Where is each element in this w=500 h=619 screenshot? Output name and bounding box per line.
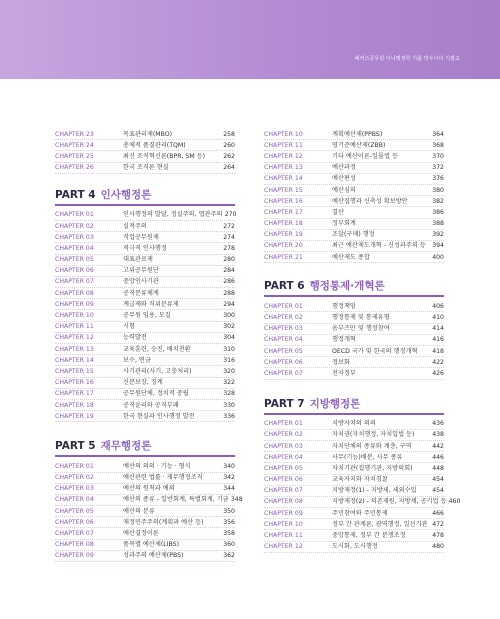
page-number: 262	[223, 152, 235, 160]
chapter-title: 품목별 예산제(LIBS)	[123, 541, 179, 549]
page-number: 422	[432, 358, 444, 366]
chapter-title: 자치기관(집행기관, 지방의회)	[332, 464, 413, 472]
page-number: 392	[432, 231, 444, 239]
chapter-title: 영기준예산제(ZBB)	[332, 141, 386, 149]
chapter-title: 고위공무원단	[123, 267, 159, 275]
toc-entry	[55, 322, 235, 333]
chapter-title: 행정책임	[332, 302, 356, 310]
chapter-title: 인사행정의 발달, 정실주의, 엽관주의	[123, 211, 223, 219]
chapter-number: CHAPTER 11	[55, 323, 94, 331]
page-number: 436	[432, 420, 444, 428]
page-number: 280	[223, 256, 235, 264]
chapter-number: CHAPTER 10	[264, 130, 303, 138]
chapter-title: 재정민주주의(계획과 예산 등)	[123, 518, 204, 526]
toc-entry	[55, 366, 235, 377]
chapter-number: CHAPTER 06	[55, 518, 94, 526]
chapter-title: 정부회계	[332, 220, 356, 228]
chapter-number: CHAPTER 08	[55, 541, 94, 549]
toc-group-part5	[55, 461, 243, 562]
chapter-title: 예산제도 종합	[332, 253, 370, 261]
chapter-number: CHAPTER 10	[55, 312, 94, 320]
page-number: 340	[223, 462, 235, 470]
page-number: 342	[223, 474, 235, 482]
chapter-number: CHAPTER 03	[55, 485, 94, 493]
page-number: 472	[432, 520, 444, 528]
chapter-title: 기타 예산이론-일몰법 등	[332, 152, 398, 160]
page-number: 272	[223, 222, 235, 230]
chapter-title: 예산의 의의 · 기능 · 형식	[123, 462, 191, 470]
chapter-number: CHAPTER 09	[55, 552, 94, 560]
toc-entry	[264, 140, 444, 151]
chapter-title: 최신 조직혁신론(BPR, SM 등)	[123, 152, 206, 160]
toc-left-column	[55, 129, 243, 562]
chapter-number: CHAPTER 19	[55, 412, 94, 420]
page-number: 426	[432, 369, 444, 377]
toc-entry	[264, 174, 444, 185]
chapter-number: CHAPTER 05	[55, 256, 94, 264]
chapter-number: CHAPTER 19	[264, 231, 303, 239]
page-number: 316	[223, 356, 235, 364]
toc-entry	[264, 185, 444, 196]
chapter-number: CHAPTER 13	[55, 345, 94, 353]
chapter-title: 성과주의 예산제(PBS)	[123, 552, 184, 560]
page-number: 284	[223, 267, 235, 275]
toc-entry	[264, 196, 444, 207]
chapter-title: 조달(구매) 행정	[332, 231, 375, 239]
part-heading-6	[264, 278, 444, 297]
page-number: 454	[432, 476, 444, 484]
page-number: 344	[223, 485, 235, 493]
chapter-number: CHAPTER 12	[264, 543, 303, 551]
chapter-title: 예산의 원칙과 예외	[123, 485, 175, 493]
toc-entry	[264, 252, 444, 263]
page-number: 356	[223, 518, 235, 526]
toc-group-top-left	[55, 129, 235, 174]
part-heading-5	[55, 438, 235, 457]
page-number: 414	[432, 325, 444, 333]
toc-entry	[264, 219, 444, 230]
page-number: 418	[432, 347, 444, 355]
chapter-number: CHAPTER 18	[55, 401, 94, 409]
page-number: 264	[223, 164, 235, 172]
chapter-title: 예산편성	[332, 175, 356, 183]
page-number: 274	[223, 233, 235, 241]
page-number: 350	[223, 507, 235, 515]
chapter-number: CHAPTER 15	[264, 186, 303, 194]
chapter-number: CHAPTER 21	[264, 253, 303, 261]
toc-entry	[264, 151, 444, 162]
page-number: 348	[230, 496, 243, 504]
chapter-number: CHAPTER 03	[264, 442, 303, 450]
page-number: 394	[432, 242, 444, 250]
page-number: 376	[432, 175, 444, 183]
chapter-number: CHAPTER 02	[55, 222, 94, 230]
chapter-number: CHAPTER 17	[264, 208, 303, 216]
toc-entry	[264, 530, 444, 541]
chapter-title: 총체적 품질관리(TQM)	[123, 141, 186, 149]
toc-entry	[55, 517, 235, 528]
page-number: 386	[432, 208, 444, 216]
toc-entry	[264, 301, 444, 312]
toc-entry	[55, 151, 235, 162]
toc-entry	[264, 230, 444, 241]
toc-entry	[55, 484, 235, 495]
page-number: 286	[223, 278, 235, 286]
toc-group-part6	[264, 301, 444, 379]
chapter-number: CHAPTER 14	[264, 175, 303, 183]
chapter-number: CHAPTER 06	[264, 476, 303, 484]
chapter-number: CHAPTER 01	[264, 420, 303, 428]
chapter-title: 예산과정	[332, 164, 356, 172]
chapter-title: 능력발전	[123, 334, 147, 342]
chapter-number: CHAPTER 23	[55, 130, 94, 138]
page-number: 448	[432, 464, 444, 472]
chapter-number: CHAPTER 05	[264, 464, 303, 472]
part-title: 인사행정론	[100, 188, 152, 201]
chapter-title: 적극적 인사행정	[123, 244, 167, 252]
chapter-number: CHAPTER 14	[55, 356, 94, 364]
chapter-title: 예산집행과 신축성 확보방안	[332, 197, 408, 205]
header-text: 해커스공무원 이나행정학 기출 박우이더 기필교	[354, 56, 460, 62]
page-number: 446	[432, 453, 444, 461]
part-title: 지방행정론	[309, 397, 361, 410]
page-number: 400	[432, 253, 444, 261]
chapter-title: 한국 현실과 인사행정 발전	[123, 412, 195, 420]
chapter-title: 교육훈련, 승진, 배치전환	[123, 345, 191, 353]
chapter-title: 공직분류체계	[123, 289, 159, 297]
chapter-title: 중앙인사기관	[123, 278, 159, 286]
chapter-title: 전자정부	[332, 369, 356, 377]
page-number: 260	[223, 141, 235, 149]
toc-entry	[264, 346, 444, 357]
page-number: 388	[432, 220, 444, 228]
toc-entry	[264, 463, 444, 474]
chapter-number: CHAPTER 08	[55, 289, 94, 297]
chapter-number: CHAPTER 09	[264, 509, 303, 517]
chapter-title: 예산의 분류	[123, 507, 155, 515]
page-number: 406	[432, 302, 444, 310]
page-number: 410	[432, 314, 444, 322]
chapter-number: CHAPTER 07	[55, 530, 94, 538]
chapter-title: 지방자치의 의의	[332, 420, 376, 428]
toc-entry	[55, 378, 235, 389]
page-number: 360	[223, 541, 235, 549]
chapter-title: 대표관료제	[123, 256, 153, 264]
toc-entry	[55, 473, 235, 484]
toc-entry	[55, 232, 235, 243]
chapter-title: 시험	[123, 323, 135, 331]
toc-entry	[55, 277, 235, 288]
chapter-number: CHAPTER 10	[264, 520, 303, 528]
page-number: 442	[432, 442, 444, 450]
page-number: 368	[432, 141, 444, 149]
toc-entry	[264, 129, 444, 140]
chapter-title: 공무원단체, 정치적 중립	[123, 390, 189, 398]
page-number: 454	[432, 487, 444, 495]
toc-entry	[264, 508, 444, 519]
chapter-number: CHAPTER 16	[264, 197, 303, 205]
chapter-title: 예산심의	[332, 186, 356, 194]
header-band	[0, 0, 500, 79]
chapter-number: CHAPTER 01	[55, 211, 94, 219]
chapter-number: CHAPTER 24	[55, 141, 94, 149]
page-number: 358	[223, 530, 235, 538]
toc-entry	[55, 411, 235, 422]
toc-entry	[55, 210, 235, 221]
chapter-title: 자치단체의 종류와 계층, 구역	[332, 442, 412, 450]
chapter-number: CHAPTER 04	[55, 496, 94, 504]
page-number: 310	[223, 345, 235, 353]
chapter-number: CHAPTER 01	[264, 302, 303, 310]
toc-group-part4	[55, 210, 235, 423]
toc-entry	[55, 140, 235, 151]
page-number: 362	[223, 552, 235, 560]
chapter-title: 결산	[332, 208, 344, 216]
page-number: 330	[223, 401, 235, 409]
toc-entry	[55, 255, 235, 266]
chapter-number: CHAPTER 06	[264, 358, 303, 366]
toc-entry	[55, 355, 235, 366]
chapter-number: CHAPTER 04	[264, 453, 303, 461]
toc-entry	[264, 475, 444, 486]
toc-entry	[55, 400, 235, 411]
chapter-number: CHAPTER 18	[264, 220, 303, 228]
chapter-title: 보수, 연금	[123, 356, 151, 364]
part-heading-7	[264, 396, 444, 415]
toc-entry	[264, 324, 444, 335]
chapter-title: 공무원 임용, 모집	[123, 312, 171, 320]
chapter-title: 직업공무원제	[123, 233, 159, 241]
chapter-title: 도시화, 도시행정	[332, 543, 378, 551]
chapter-number: CHAPTER 07	[264, 369, 303, 377]
chapter-number: CHAPTER 03	[55, 233, 94, 241]
toc-entry	[55, 389, 235, 400]
page-number: 466	[432, 509, 444, 517]
page-number: 302	[223, 323, 235, 331]
toc-entry	[55, 221, 235, 232]
chapter-number: CHAPTER 08	[264, 498, 303, 506]
chapter-number: CHAPTER 07	[264, 487, 303, 495]
chapter-title: 사기관리(사기, 고충처리)	[123, 367, 192, 375]
chapter-number: CHAPTER 07	[55, 278, 94, 286]
toc-entry	[55, 551, 235, 562]
chapter-title: 목표관리제(MBO)	[123, 130, 173, 138]
toc-entry	[264, 542, 444, 553]
toc-entry	[55, 310, 235, 321]
toc-entry	[264, 486, 444, 497]
chapter-title: 예산결정이론	[123, 530, 159, 538]
toc-entry	[264, 497, 461, 508]
chapter-title: 실적주의	[123, 222, 147, 230]
toc-entry	[264, 207, 444, 218]
chapter-number: CHAPTER 05	[55, 507, 94, 515]
page-number: 322	[223, 379, 235, 387]
page-number: 370	[432, 152, 444, 160]
toc-entry	[264, 241, 444, 252]
toc-entry	[55, 495, 243, 506]
toc-entry	[55, 163, 235, 174]
page-number: 278	[223, 244, 235, 252]
toc-entry	[264, 357, 444, 368]
toc-entry	[264, 368, 444, 379]
toc-entry	[264, 452, 444, 463]
toc-entry	[264, 163, 444, 174]
toc-entry	[264, 335, 444, 346]
toc-entry	[264, 419, 444, 430]
page-number: 304	[223, 334, 235, 342]
chapter-number: CHAPTER 05	[264, 347, 303, 355]
part-number: PART 6	[264, 280, 305, 293]
toc-entry	[55, 288, 235, 299]
chapter-number: CHAPTER 01	[55, 462, 94, 470]
chapter-title: 행정통제 및 통제유형	[332, 314, 390, 322]
toc-entry	[55, 299, 235, 310]
toc-entry	[55, 129, 235, 140]
page-number: 288	[223, 289, 235, 297]
part-heading-4	[55, 187, 235, 206]
chapter-number: CHAPTER 02	[264, 314, 303, 322]
toc-entry	[55, 266, 235, 277]
chapter-title: 예산관련 법률 · 재무행정조직	[123, 474, 203, 482]
chapter-title: 자치권(자치행정, 자치입법 등)	[332, 431, 415, 439]
toc-entry	[264, 430, 444, 441]
chapter-title: 교육자치와 자치경찰	[332, 476, 388, 484]
chapter-title: 한국 조직론 현실	[123, 164, 169, 172]
chapter-title: 예산의 종류 - 일반회계, 특별회계, 기금	[123, 496, 229, 504]
page-number: 328	[223, 390, 235, 398]
chapter-number: CHAPTER 15	[55, 367, 94, 375]
page-number: 364	[432, 130, 444, 138]
page-number: 416	[432, 336, 444, 344]
page-number: 382	[432, 197, 444, 205]
toc-entry	[55, 243, 235, 254]
chapter-number: CHAPTER 11	[264, 532, 303, 540]
chapter-number: CHAPTER 09	[55, 300, 94, 308]
page-number: 258	[223, 130, 235, 138]
chapter-title: 정부 간 관계론, 광역행정, 일선기관	[332, 520, 428, 528]
chapter-number: CHAPTER 04	[264, 336, 303, 344]
part-number: PART 7	[264, 397, 305, 410]
chapter-title: OECD 국가 및 한국의 행정개혁	[332, 347, 418, 355]
chapter-number: CHAPTER 12	[264, 152, 303, 160]
chapter-title: 옴부즈만 및 행정참여	[332, 325, 390, 333]
page-number: 372	[432, 164, 444, 172]
toc-entry	[264, 441, 444, 452]
chapter-number: CHAPTER 04	[55, 244, 94, 252]
part-number: PART 4	[55, 188, 96, 201]
chapter-number: CHAPTER 17	[55, 390, 94, 398]
page-number: 270	[224, 211, 237, 219]
chapter-number: CHAPTER 12	[55, 334, 94, 342]
toc-group-part7	[264, 419, 461, 553]
page-number: 460	[448, 498, 461, 506]
chapter-number: CHAPTER 02	[264, 431, 303, 439]
chapter-title: 계급제와 직위분류제	[123, 300, 179, 308]
chapter-title: 지방재정(1) - 지방세, 세외수입	[332, 487, 417, 495]
part-number: PART 5	[55, 440, 96, 453]
chapter-title: 행정개혁	[332, 336, 356, 344]
toc-entry	[264, 312, 444, 323]
toc-entry	[55, 540, 235, 551]
part-title: 행정통제·개혁론	[309, 280, 385, 293]
page-number: 336	[223, 412, 235, 420]
chapter-number: CHAPTER 26	[55, 164, 94, 172]
chapter-number: CHAPTER 16	[55, 379, 94, 387]
page-number: 480	[432, 543, 444, 551]
chapter-number: CHAPTER 02	[55, 474, 94, 482]
page-number: 478	[432, 532, 444, 540]
toc-entry	[55, 506, 235, 517]
chapter-number: CHAPTER 20	[264, 242, 303, 250]
toc-right-column	[264, 129, 461, 553]
chapter-title: 공직윤리와 공직부패	[123, 401, 179, 409]
toc-entry	[55, 461, 235, 472]
chapter-number: CHAPTER 11	[264, 141, 303, 149]
toc-entry	[55, 528, 235, 539]
chapter-number: CHAPTER 13	[264, 164, 303, 172]
chapter-title: 계획예산제(PPBS)	[332, 130, 383, 138]
page-number: 294	[223, 300, 235, 308]
toc-group-top-right	[264, 129, 444, 263]
toc-entry	[55, 333, 235, 344]
chapter-title: 정보화	[332, 358, 350, 366]
toc-entry	[264, 519, 444, 530]
page-number: 438	[432, 431, 444, 439]
page-number: 300	[223, 312, 235, 320]
chapter-title: 신분보장, 징계	[123, 379, 163, 387]
chapter-number: CHAPTER 25	[55, 152, 94, 160]
chapter-title: 지방재정(2) - 의존재원, 지방채, 공기업 등	[332, 498, 447, 506]
chapter-title: 최근 예산제도개혁 - 신성과주의 등	[332, 242, 426, 250]
chapter-title: 주민참여와 주민통제	[332, 509, 388, 517]
page-number: 380	[432, 186, 444, 194]
page-number: 320	[223, 367, 235, 375]
part-title: 재무행정론	[100, 440, 152, 453]
chapter-title: 사무(기능)배분, 사무 종류	[332, 453, 403, 461]
chapter-number: CHAPTER 03	[264, 325, 303, 333]
toc-entry	[55, 344, 235, 355]
chapter-number: CHAPTER 06	[55, 267, 94, 275]
chapter-title: 중앙통제, 정부 간 분쟁조정	[332, 532, 406, 540]
